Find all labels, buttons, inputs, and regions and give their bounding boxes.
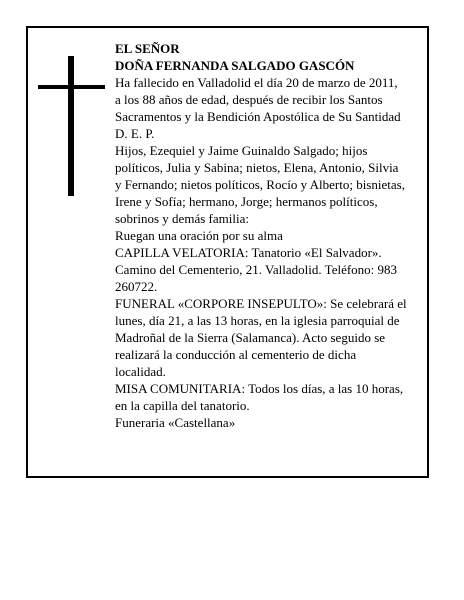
deceased-name: DOÑA FERNANDA SALGADO GASCÓN xyxy=(115,58,355,73)
notice-line: y Fernando; nietos políticos, Rocío y Alberto; bisnietas, xyxy=(115,177,405,192)
notice-line: a los 88 años de edad, después de recibir los Santos xyxy=(115,92,383,107)
cross-vertical-bar xyxy=(68,56,74,196)
notice-line: Camino del Cementerio, 21. Valladolid. Teléfono: 983 xyxy=(115,262,398,277)
notice-line: Ruegan una oración por su alma xyxy=(115,228,283,243)
obituary-notice xyxy=(26,26,429,478)
notice-line: lunes, día 21, a las 13 horas, en la iglesia parroquial de xyxy=(115,313,400,328)
notice-text xyxy=(115,40,427,431)
cross-horizontal-bar xyxy=(38,85,105,89)
notice-line: Ha fallecido en Valladolid el día 20 de marzo de 2011, xyxy=(115,75,398,90)
notice-line: CAPILLA VELATORIA: Tanatorio «El Salvador». xyxy=(115,245,382,260)
notice-line: FUNERAL «CORPORE INSEPULTO»: Se celebrará el xyxy=(115,296,407,311)
notice-line: 260722. xyxy=(115,279,158,294)
notice-line: Funeraria «Castellana» xyxy=(115,415,236,430)
notice-line: MISA COMUNITARIA: Todos los días, a las 10 horas, xyxy=(115,381,404,396)
notice-line: en la capilla del tanatorio. xyxy=(115,398,250,413)
notice-line: D. E. P. xyxy=(115,126,155,141)
notice-line: realizará la conducción al cementerio de dicha xyxy=(115,347,357,362)
notice-line: sobrinos y demás familia: xyxy=(115,211,249,226)
notice-line: políticos, Julia y Sabina; nietos, Elena, Antonio, Silvia xyxy=(115,160,399,175)
notice-line: Sacramentos y la Bendición Apostólica de Su Santidad xyxy=(115,109,401,124)
notice-line: Madroñal de la Sierra (Salamanca). Acto seguido se xyxy=(115,330,386,345)
notice-line: localidad. xyxy=(115,364,166,379)
notice-line: Hijos, Ezequiel y Jaime Guinaldo Salgado; hijos xyxy=(115,143,368,158)
notice-header: EL SEÑOR xyxy=(115,41,180,56)
notice-line: Irene y Sofía; hermano, Jorge; hermanos políticos, xyxy=(115,194,378,209)
